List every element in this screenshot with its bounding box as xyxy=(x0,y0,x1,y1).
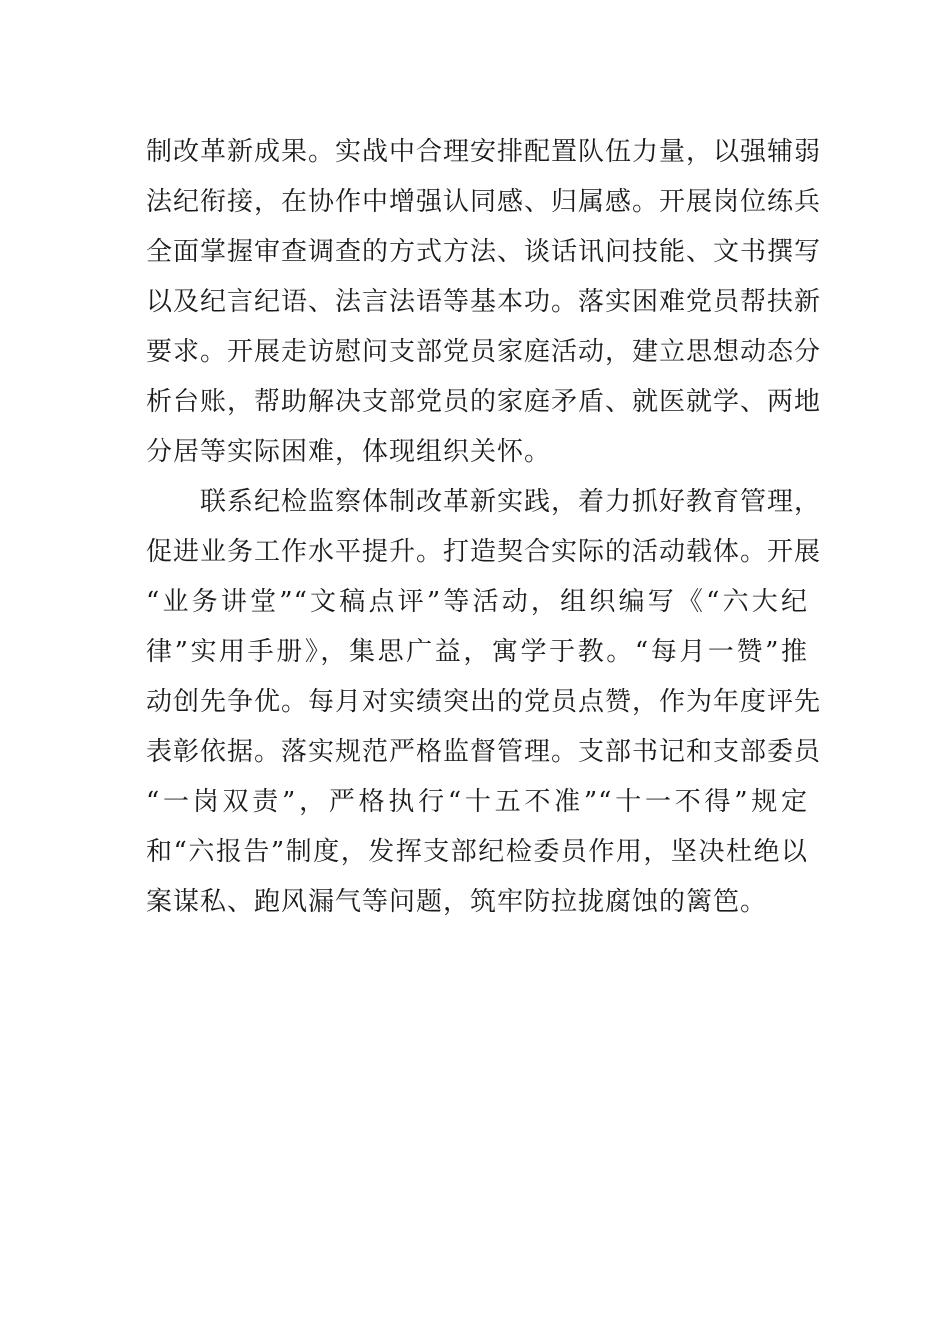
text-line: “一岗双责”，严格执行“十五不准”“十一不得”规定 xyxy=(146,787,808,817)
text-line: 法纪衔接，在协作中增强认同感、归属感。开展岗位练兵 xyxy=(146,187,822,217)
text-line: 促进业务工作水平提升。打造契合实际的活动载体。开展 xyxy=(146,537,822,567)
text-line: 和“六报告”制度，发挥支部纪检委员作用，坚决杜绝以 xyxy=(146,837,808,867)
body-text xyxy=(146,127,822,927)
text-line: 案谋私、跑风漏气等问题，筑牢防拉拢腐蚀的篱笆。 xyxy=(146,887,768,917)
text-line: 析台账，帮助解决支部党员的家庭矛盾、就医就学、两地 xyxy=(146,387,822,417)
text-line: 联系纪检监察体制改革新实践，着力抓好教育管理， xyxy=(200,487,822,517)
text-line: 制改革新成果。实战中合理安排配置队伍力量，以强辅弱 xyxy=(146,137,822,167)
text-line: 律”实用手册》，集思广益，寓学于教。“每月一赞”推 xyxy=(146,637,808,667)
text-line: 表彰依据。落实规范严格监督管理。支部书记和支部委员 xyxy=(146,737,822,767)
text-line: 全面掌握审查调查的方式方法、谈话讯问技能、文书撰写 xyxy=(146,237,822,267)
text-line: “业务讲堂”“文稿点评”等活动，组织编写《“六大纪 xyxy=(146,587,808,617)
text-line: 动创先争优。每月对实绩突出的党员点赞，作为年度评先 xyxy=(146,687,822,717)
text-line: 分居等实际困难，体现组织关怀。 xyxy=(146,437,552,467)
text-line: 以及纪言纪语、法言法语等基本功。落实困难党员帮扶新 xyxy=(146,287,822,317)
text-line: 要求。开展走访慰问支部党员家庭活动，建立思想动态分 xyxy=(146,337,822,367)
